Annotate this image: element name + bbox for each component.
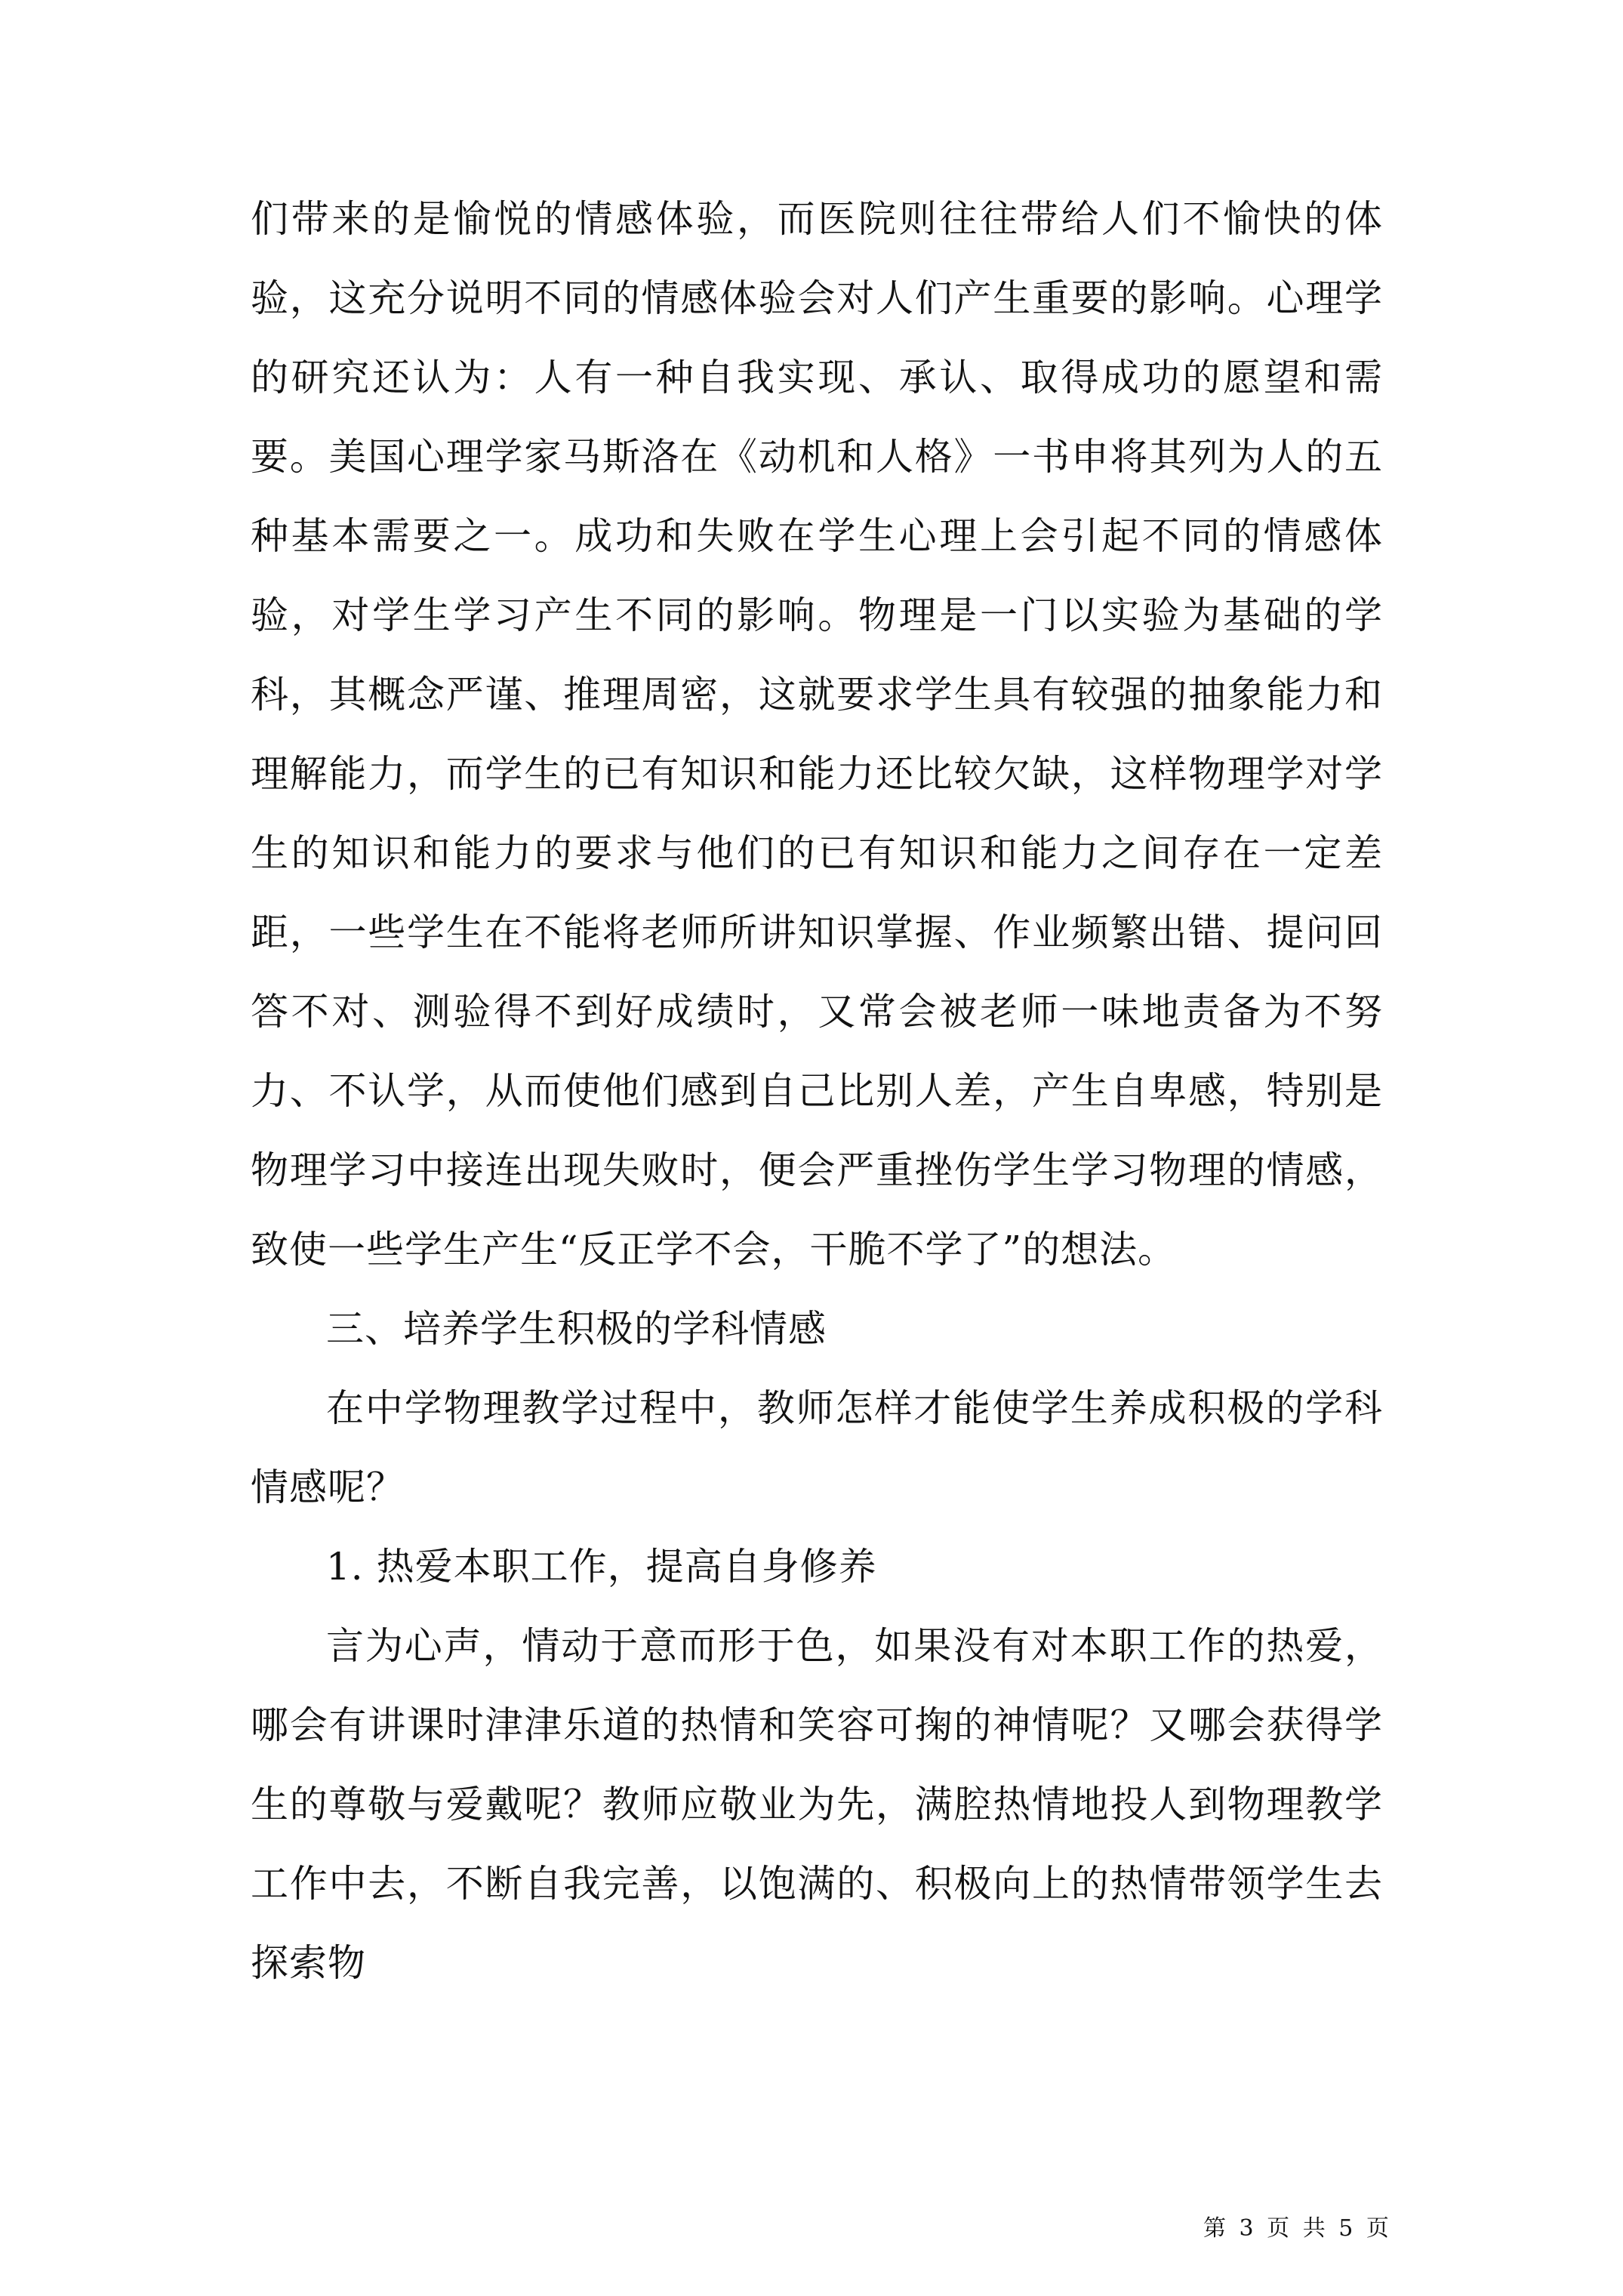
paragraph-body: 言为心声，情动于意而形于色，如果没有对本职工作的热爱，哪会有讲课时津津乐道的热情和笑容可掬的神情呢？又哪会获得学生的尊敬与爱戴呢？教师应敬业为先，满腔热情地投人到物理教学工作中去，不断自我完善，以饱满的、积极向上的热情带领学生去探索物 <box>251 1624 1383 1985</box>
paragraph-continuation: 们带来的是愉悦的情感体验，而医院则往往带给人们不愉快的体验，这充分说明不同的情感体验会对人们产生重要的影响。心理学的研究还认为：人有一种自我实现、承认、取得成功的愿望和需要。美国心理学家马斯洛在《动机和人格》一书申将其列为人的五种基本需要之一。成功和失败在学生心理上会引起不同的情感体验，对学生学习产生不同的影响。物理是一门以实验为基础的学科，其概念严谨、推理周密，这就要求学生具有较强的抽象能力和理解能力，而学生的已有知识和能力还比较欠缺，这样物理学对学生的知识和能力的要求与他们的已有知识和能力之间存在一定差距，一些学生在不能将老师所讲知识掌握、作业频繁出错、提问回答不对、测验得不到好成绩时，又常会被老师一味地责备为不努力、不认学，从而使他们感到自己比别人差，产生自卑感，特别是物理学习中接连出现失败时，便会严重挫伤学生学习物理的情感，致使一些学生产生“反正学不会，干脆不学了”的想法。 <box>251 197 1383 1271</box>
section-heading: 三、培养学生积极的学科情感 <box>326 1307 827 1351</box>
subsection-heading: 1. 热爱本职工作，提高自身修养 <box>326 1545 877 1589</box>
page-number-footer: 第 3 页 共 5 页 <box>1203 2215 1392 2242</box>
document-body <box>251 180 1383 2003</box>
paragraph-intro: 在中学物理教学过程中，教师怎样才能使学生养成积极的学科情感呢？ <box>251 1386 1383 1509</box>
